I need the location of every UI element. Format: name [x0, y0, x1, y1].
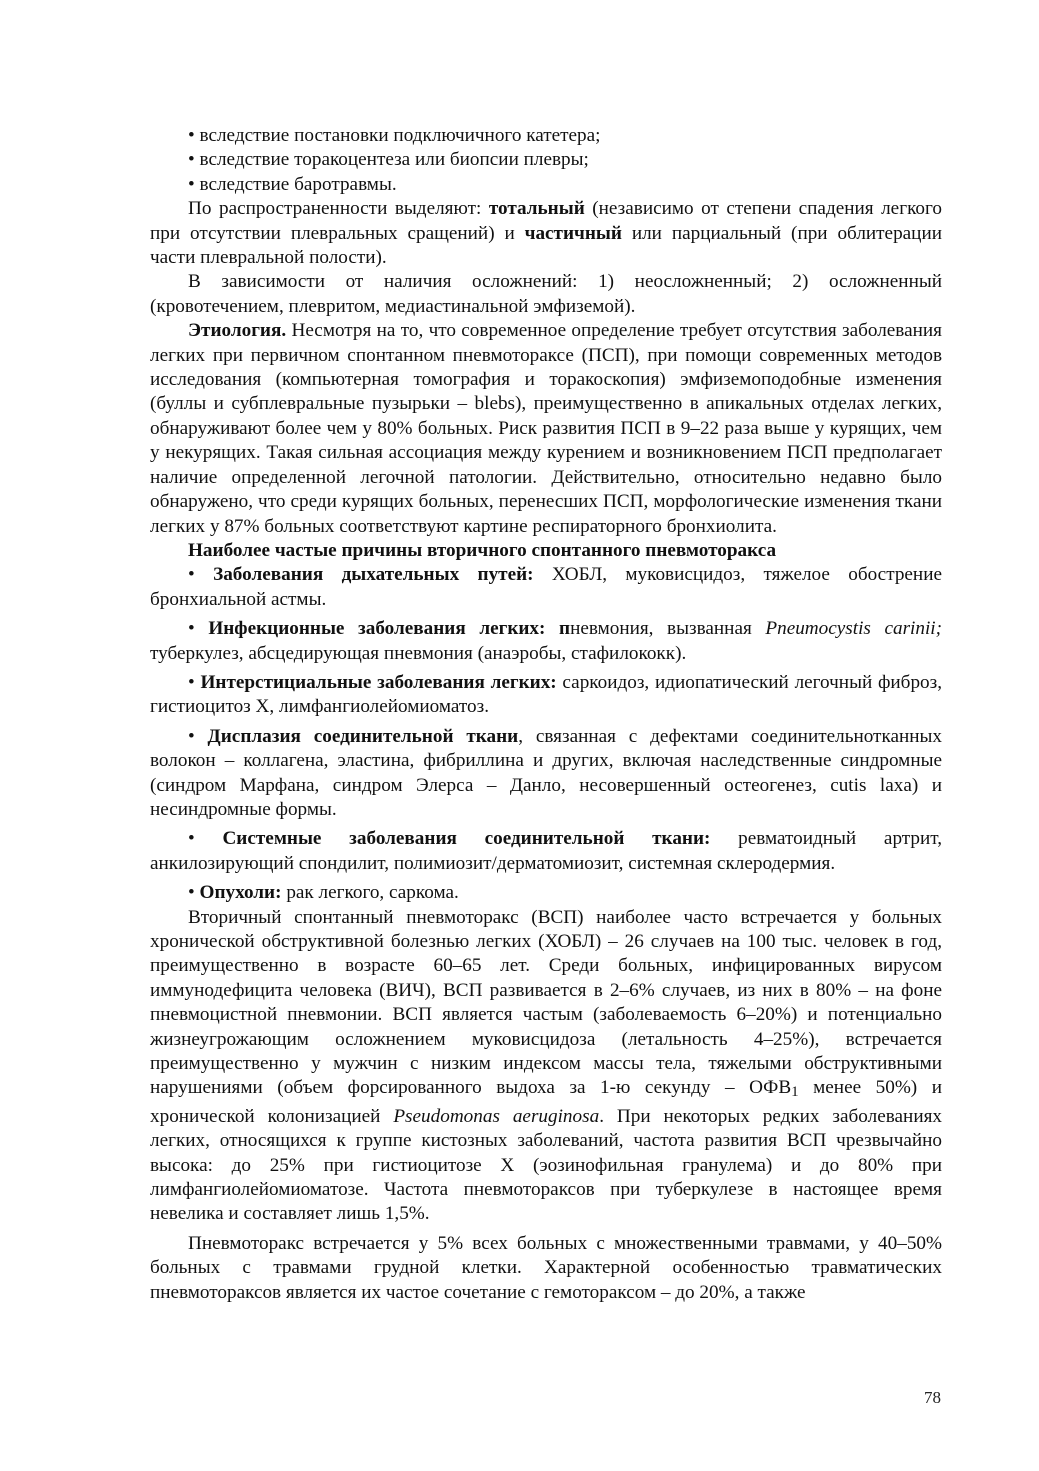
- paragraph: [150, 148, 942, 172]
- text-run: , связанная с дефектами соединительнотканных волокон – коллагена, эластина, фибриллина и других, включая наследственные синдромные (синдром Марфана, синдром Элерса – Данло, несовершенный остеогенез, cutis laxa) и несиндромные формы.: [150, 725, 943, 820]
- subscript-text: 1: [791, 1084, 799, 1101]
- paragraph: [150, 906, 942, 1227]
- text-run: (независимо от степени спадения легкого при отсутствии плевральных сращений) и: [150, 198, 942, 244]
- text-run: рак легкого, саркома.: [281, 882, 459, 904]
- bold-text: тотальный: [488, 198, 585, 220]
- text-run: или парциальный (при облитерации части плевральной полости).: [150, 222, 942, 269]
- italic-text: Pseudomonas aeruginosa: [393, 1105, 600, 1127]
- text-run: •: [188, 618, 209, 640]
- text-run: Несмотря на то, что современное определение требует отсутствия заболевания легких при первичном спонтанном пневмотораксе (ПСП), при помощи современных методов исследования (компьютерная томография и торакоскопия) эмфиземоподобные изменения (буллы и субплевральные пузырьки – blebs), преимущественно в апикальных отделах легких, обнаруживают более чем у 80% больных. Риск развития ПСП в 9–22 раза выше у курящих, чем у некурящих. Такая сильная ассоциация между курением и возникновением ПСП предполагает наличие определенной легочной патологии. Действительно, относительно недавно было обнаружено, что среди курящих больных, перенесших ПСП, морфологические изменения ткани легких у 87% больных соответствуют картине респираторного бронхиолита.: [150, 320, 942, 537]
- text-run: • вследствие постановки подключичного катетера;: [188, 125, 601, 146]
- text-run: менее 50%) и хронической колонизацией: [150, 1077, 942, 1127]
- text-run: •: [188, 828, 223, 850]
- text-run: . При некоторых редких заболеваниях легких, относящихся к группе кистозных заболеваний, частота развития ВСП чрезвычайно высока: до 25% при гистиоцитозе Х (эозинофильная гранулема) и до 80% при лимфангиолейомиоматозе. Частота пневмотораксов при туберкулезе в настоящее время невелика и составляет лишь 1,5%.: [150, 1105, 943, 1225]
- text-run: невмония, вызванная: [570, 618, 766, 640]
- page-number: 78: [924, 1388, 941, 1407]
- document-body: [150, 124, 942, 1305]
- paragraph: [150, 319, 942, 539]
- paragraph: [150, 881, 942, 905]
- text-run: ХОБЛ, муковисцидоз, тяжелое обострение бронхиальной астмы.: [150, 564, 942, 610]
- text-run: Пневмоторакс встречается у 5% всех больных с множественными травмами, у 40–50% больных с травмами грудной клетки. Характерной особенностью травматических пневмотораксов является их частое сочетание с гемотораксом – до 20%, а также: [150, 1232, 942, 1303]
- text-run: •: [188, 882, 200, 904]
- text-run: саркоидоз, идиопатический легочный фиброз, гистиоцитоз Х, лимфангиолейомиоматоз.: [150, 671, 943, 718]
- text-run: ревматоидный артрит, анкилозирующий спондилит, полимиозит/дерматомиозит, системная склеродермия.: [150, 828, 943, 874]
- text-run: •: [188, 564, 214, 586]
- paragraph: [150, 725, 942, 823]
- section-heading: [150, 539, 942, 563]
- paragraph: [150, 563, 942, 612]
- text-run: Вторичный спонтанный пневмоторакс (ВСП) наиболее часто встречается у больных хронической обструктивной болезнью легких (ХОБЛ) – 26 случаев на 100 тыс. человек в год, преимущественно в возрасте 60–65 лет. Среди больных, инфицированных вирусом иммунодефицита человека (ВИЧ), ВСП развивается в 2–6% случаев, из них в 80% – на фоне пневмоцистной пневмонии. ВСП является частым (заболеваемость 6–20%) и потенциально жизнеугрожающим осложнением муковисцидоза (летальность 4–25%), встречается преимущественно у мужчин с низким индексом массы тела, тяжелыми обструктивными нарушениями (объем форсированного выдоха за 1-ю секунду – ОФВ: [150, 906, 942, 1099]
- paragraph: [150, 173, 942, 197]
- text-run: •: [188, 671, 201, 693]
- text-run: • вследствие баротравмы.: [188, 173, 397, 195]
- paragraph: [150, 270, 942, 319]
- text-run: •: [188, 725, 208, 747]
- bold-text: Инфекционные заболевания легких: п: [208, 618, 571, 640]
- text-run: • вследствие торакоцентеза или биопсии плевры;: [188, 149, 589, 171]
- bold-text: Системные заболевания соединительной ткани:: [222, 828, 711, 850]
- bold-text: Этиология.: [188, 320, 287, 342]
- paragraph: [150, 1232, 942, 1305]
- paragraph: [150, 617, 942, 666]
- text-run: По распространенности выделяют:: [188, 198, 489, 220]
- text-run: туберкулез, абсцедирующая пневмония (анаэробы, стафилококк).: [150, 642, 687, 664]
- text-run: В зависимости от наличия осложнений: 1) неосложненный; 2) осложненный (кровотечением, плевритом, медиастинальной эмфиземой).: [150, 271, 942, 317]
- paragraph: [150, 671, 942, 720]
- paragraph: [150, 197, 942, 270]
- italic-text: Pneumocystis carinii;: [765, 618, 943, 640]
- paragraph: [150, 827, 942, 876]
- bold-text: Интерстициальные заболевания легких:: [200, 671, 557, 693]
- bold-text: Наиболее частые причины вторичного спонтанного пневмоторакса: [188, 539, 777, 561]
- bold-text: Дисплазия соединительной ткани: [207, 725, 519, 747]
- bold-text: Заболевания дыхательных путей:: [213, 564, 534, 586]
- bold-text: Опухоли:: [199, 882, 282, 904]
- bold-text: частичный: [524, 222, 622, 244]
- paragraph: [150, 124, 942, 148]
